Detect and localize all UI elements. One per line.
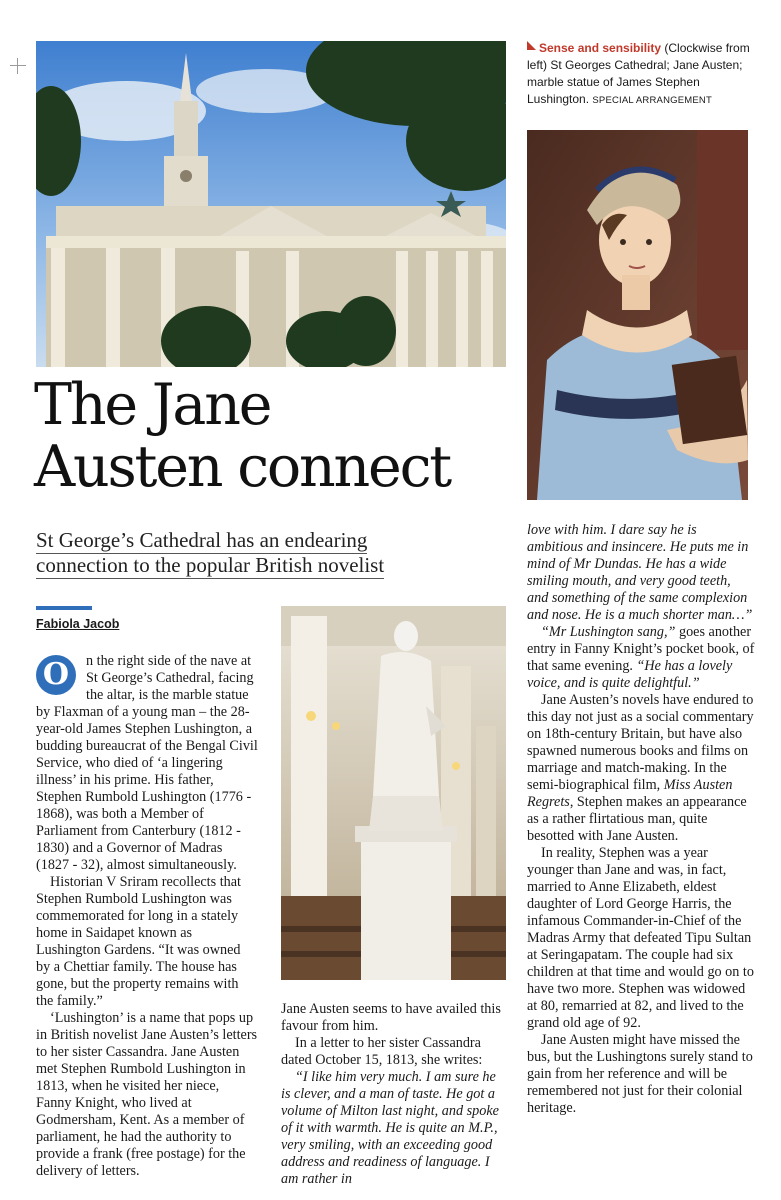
paragraph-6-quote: “I like him very much. I am sure he is clever, and a man of taste. He got a volume of Milton last night, and spoke of it with warmth. He is quite an M.P., very smiling, with an exceeding good address and readiness of language. I am rather in bbox=[281, 1069, 499, 1187]
paragraph-3: ‘Lushington’ is a name that pops up in British novelist Jane Austen’s letters to her sister Cassandra. Jane Austen met Stephen Rumbold Lushington in 1813, when he visited her niece, Fanny Knight, who lived at Godmersham, Kent. As a member of parliament, he had the authority to provide a frank (free postage) for the delivery of letters. bbox=[36, 1010, 258, 1179]
paragraph-8 bbox=[527, 624, 755, 692]
standfirst bbox=[36, 528, 456, 578]
lushington-statue-photo bbox=[281, 606, 506, 980]
paragraph-8-quote: “Mr Lushington sang,” bbox=[541, 624, 676, 640]
paragraph-10: In reality, Stephen was a year younger than Jane and was, in fact, married to Anne Elizabeth, eldest daughter of Lord George Harris, the infamous Commander-in-Chief of the Madras Army that defeated Tipu Sultan at Seringapatam. The couple had six children at that time and would go on to have two more. Stephen was widowed at 80, remarried at 82, and lived to the grand old age of 92. bbox=[527, 845, 754, 1031]
paragraph-8-text: goes another entry in Fanny Knight’s pocket book, of that same evening. bbox=[527, 624, 755, 674]
paragraph-8-quote-2: “He has a lovely voice, and is quite delightful.” bbox=[527, 658, 733, 691]
jane-austen-portrait bbox=[527, 130, 748, 500]
paragraph-1 bbox=[36, 653, 258, 874]
paragraph-11: Jane Austen might have missed the bus, but the Lushingtons surely stand to gain from her reference and will be remembered not just for their colonial heritage. bbox=[527, 1032, 753, 1116]
paragraph-5: In a letter to her sister Cassandra dated October 15, 1813, she writes: bbox=[281, 1035, 483, 1068]
caption-lead: Sense and sensibility bbox=[539, 41, 662, 55]
crop-mark-icon bbox=[10, 58, 26, 74]
standfirst-line-1: St George’s Cathedral has an endearing bbox=[36, 528, 368, 552]
standfirst-line-2: connection to the popular British novelist bbox=[36, 553, 385, 577]
paragraph-9 bbox=[527, 692, 755, 845]
caption-credit: SPECIAL ARRANGEMENT bbox=[592, 95, 712, 106]
headline-line-1: The Jane bbox=[34, 372, 271, 438]
byline[interactable]: Fabiola Jacob bbox=[36, 617, 120, 631]
byline-rule bbox=[36, 606, 92, 610]
paragraph-9-end: , Stephen makes an appearance as a rather flirtatious man, quite besotted with Jane Austen. bbox=[527, 794, 747, 844]
paragraph-1-text: n the right side of the nave at St George’s Cathedral, facing the altar, is the marble statue by Flaxman of a young man – the 28-year-old James Stephen Lushington, a budding bureaucrat of the Bengal Civil Service, who died of ‘a lingering illness’ in his prime. His father, Stephen Rumbold Lushington (1776 - 1868), was both a Member of Parliament from Canterbury (1812 - 1830) and a Governor of Madras (1827 - 32), almost simultaneously. bbox=[36, 653, 258, 873]
photo-caption bbox=[527, 40, 752, 109]
paragraph-9-text: Jane Austen’s novels have endured to this day not just as a social commentary on 18th-century Britain, but have also spawned numerous books and films on marriage and match-making. In the semi-biographical film, bbox=[527, 692, 754, 793]
paragraph-7-quote: love with him. I dare say he is ambitious and insincere. He puts me in mind of Mr Dundas. He has a wide smiling mouth, and very good teeth, and something of the same complexion and nose. He is a much shorter man…” bbox=[527, 522, 753, 623]
headline-line-2: Austen connect bbox=[34, 434, 451, 500]
caption-marker-icon bbox=[527, 41, 536, 50]
article-column-2 bbox=[281, 1001, 506, 1188]
cathedral-photo bbox=[36, 41, 506, 367]
paragraph-2: Historian V Sriram recollects that Stephen Rumbold Lushington was commemorated for long in a stately home in Saidapet known as Lushington Gardens. “It was owned by a Chettiar family. The house has gone, but the property remains with the family.” bbox=[36, 874, 241, 1009]
paragraph-4: Jane Austen seems to have availed this favour from him. bbox=[281, 1001, 501, 1034]
article-column-1 bbox=[36, 653, 258, 1180]
film-title: Miss Austen Regrets bbox=[527, 777, 733, 810]
headline bbox=[34, 374, 514, 498]
drop-cap: O bbox=[36, 655, 76, 695]
article-column-3 bbox=[527, 522, 755, 1117]
caption-text: (Clockwise from left) St Georges Cathedral; Jane Austen; marble statue of James Stephen Lushington. bbox=[527, 41, 750, 106]
